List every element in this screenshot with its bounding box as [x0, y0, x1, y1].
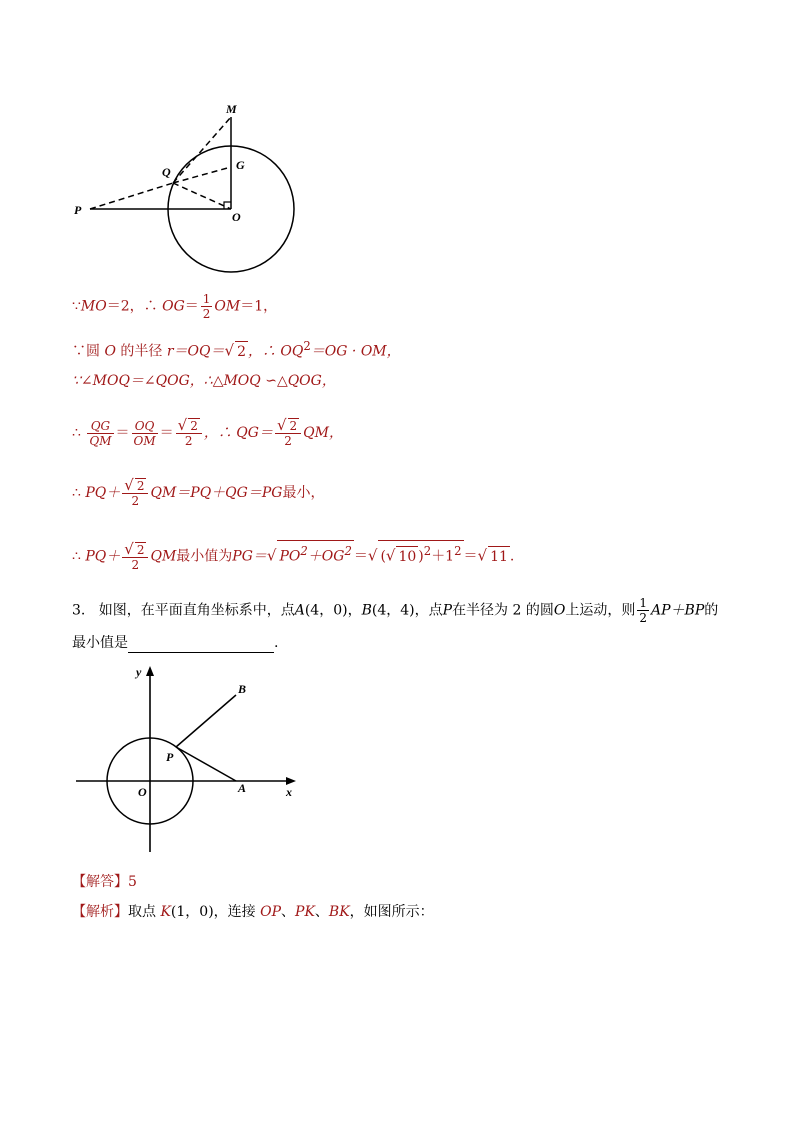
fraction-den: 2 — [639, 611, 647, 625]
text: ，如图所示： — [349, 904, 434, 920]
superscript: 2 — [344, 544, 352, 558]
equals: ＝ — [115, 425, 130, 441]
segment-pa — [176, 747, 236, 781]
because-symbol: ∵ — [72, 298, 81, 315]
separator: 、 — [281, 904, 296, 920]
point-b: B — [361, 602, 372, 619]
text: (4，0)， — [304, 602, 362, 619]
text: PO — [279, 548, 301, 565]
label-b: B — [238, 682, 247, 696]
fraction-num: 2 — [289, 419, 298, 433]
circle-name: O — [553, 602, 566, 619]
fraction-num: 2 — [190, 419, 198, 433]
analysis-line — [72, 902, 434, 922]
figure-1-geometry — [60, 95, 320, 285]
solution-line-5 — [72, 478, 324, 508]
segment-qm-dashed — [173, 117, 231, 183]
text: ＋OG — [307, 548, 345, 565]
fraction-den: 2 — [131, 557, 140, 572]
point-p: P — [442, 602, 453, 619]
paren-close: ) — [418, 548, 424, 565]
sqrt-symbol: √ — [385, 546, 396, 565]
equals: ＝ — [463, 548, 478, 565]
text: ＝2，∴ — [106, 298, 158, 315]
text: ＋1 — [431, 548, 455, 565]
text: 上运动，则 — [565, 602, 636, 619]
text: 取点 — [128, 904, 161, 920]
answer-value: 5 — [128, 874, 137, 890]
sqrt-symbol: √ — [177, 416, 188, 434]
fraction-qg-qm — [87, 419, 113, 448]
point-k: K — [160, 904, 171, 920]
similar-triangles-text: ∵∠MOQ＝∠QOG，∴△MOQ ∽△QOG， — [72, 373, 336, 389]
x-axis-arrow-icon — [286, 777, 296, 785]
segment-pb — [176, 695, 236, 747]
sqrt-po-og — [277, 540, 353, 567]
sqrt-symbol: √ — [266, 546, 277, 565]
solution-line-3 — [72, 371, 336, 391]
fraction-oq-om — [132, 419, 158, 448]
text: PG＝ — [232, 548, 267, 565]
period: . — [509, 548, 515, 565]
sqrt-symbol: √ — [477, 546, 488, 565]
text: (1，0)，连接 — [170, 904, 261, 920]
segment-qo-dashed — [173, 183, 231, 209]
therefore-symbol: ∴ — [72, 425, 81, 441]
problem-3-line-2 — [72, 633, 278, 653]
om-term: OM — [214, 298, 241, 315]
text: 最小值是 — [72, 635, 128, 651]
fraction-num: 2 — [136, 542, 145, 557]
fraction-sqrt2-2 — [275, 418, 301, 448]
sqrt-symbol: √ — [124, 476, 134, 494]
superscript: 2 — [303, 339, 311, 353]
fraction-sqrt2-2 — [122, 539, 148, 572]
sqrt-symbol: √ — [224, 341, 235, 360]
fraction-half — [637, 596, 649, 625]
fraction-den: OM — [133, 433, 156, 448]
solution-line-6 — [72, 540, 514, 572]
label-g: G — [236, 158, 245, 172]
text: ，∴ OQ — [247, 343, 304, 360]
answer-blank — [128, 638, 274, 653]
equals: ＝ — [159, 425, 174, 441]
fraction-num: QG — [87, 419, 113, 434]
sqrt-outer — [378, 540, 463, 567]
segment-op: OP — [260, 904, 282, 920]
text: 如图，在平面直角坐标系中，点 — [98, 602, 295, 619]
superscript: 2 — [423, 544, 432, 558]
analysis-label: 【解析】 — [72, 904, 128, 920]
period: . — [274, 635, 279, 651]
text: QM＝PQ＋QG＝PG — [150, 485, 283, 501]
label-y: y — [136, 665, 142, 679]
text: QM， — [303, 425, 343, 441]
text: 最小值为 — [176, 548, 233, 565]
text: ，∴ QG＝ — [203, 425, 273, 441]
text: (4，4)，点 — [371, 602, 443, 619]
superscript: 2 — [454, 544, 462, 558]
fraction-num: 2 — [136, 479, 145, 493]
label-o: O — [138, 785, 147, 799]
label-a: A — [238, 781, 247, 795]
fraction-num: 1 — [639, 596, 647, 610]
superscript: 2 — [300, 544, 308, 558]
segment-pq-dashed — [90, 183, 173, 209]
text: PQ＋ — [85, 485, 121, 501]
problem-3-line-1 — [72, 596, 718, 625]
segment-bk: BK — [328, 904, 350, 920]
sqrt-symbol: √ — [367, 546, 378, 565]
expression: AP＋BP — [651, 602, 705, 619]
label-p: P — [74, 203, 82, 217]
fraction-den: QM — [89, 433, 112, 448]
label-q: Q — [162, 165, 171, 179]
figure-2-coordinate-plane — [70, 660, 310, 860]
sqrt-symbol: √ — [124, 539, 134, 558]
y-axis-arrow-icon — [146, 666, 154, 676]
text: ＝1， — [240, 298, 278, 315]
equals: ＝ — [353, 548, 368, 565]
text: QM — [150, 548, 177, 565]
radius-expr: r＝OQ＝ — [166, 343, 225, 360]
fraction-den: 2 — [202, 307, 211, 321]
therefore-symbol: ∴ — [72, 548, 86, 565]
label-m: M — [226, 102, 237, 116]
fraction-sqrt2-2 — [122, 478, 148, 508]
solution-line-4 — [72, 418, 343, 448]
segment-pk: PK — [295, 904, 315, 920]
fraction-den: 2 — [184, 434, 193, 448]
og-term: OG — [162, 298, 185, 315]
separator: 、 — [314, 904, 329, 920]
fraction-num: 1 — [202, 292, 211, 306]
mo-term: MO — [80, 298, 107, 315]
label-o: O — [232, 210, 241, 224]
sqrt-value: 11 — [488, 546, 510, 567]
answer-line — [72, 872, 137, 892]
fraction-den: 2 — [131, 494, 140, 508]
text: 的半径 — [115, 343, 167, 360]
point-a: A — [294, 602, 305, 619]
label-x: x — [286, 785, 292, 799]
circle-name: O — [104, 343, 116, 360]
because-symbol: ∵ — [72, 343, 86, 360]
sqrt-value: 10 — [396, 546, 418, 567]
paren-open: ( — [380, 548, 386, 565]
text: 的 — [704, 602, 719, 619]
equals: ＝ — [184, 298, 199, 315]
fraction-num: OQ — [132, 419, 158, 434]
answer-label: 【解答】 — [72, 874, 128, 890]
therefore-symbol: ∴ — [72, 485, 86, 501]
fraction-sqrt2-2 — [176, 418, 202, 448]
fraction-half — [201, 292, 213, 321]
problem-number: 3. — [72, 602, 86, 619]
solution-line-1 — [72, 292, 277, 321]
text: ＝OG · OM， — [310, 343, 401, 360]
label-p: P — [166, 750, 174, 764]
fraction-den: 2 — [284, 434, 292, 448]
text: 圆 — [86, 343, 105, 360]
text: PQ＋ — [85, 548, 121, 565]
text: 在半径为 2 的圆 — [452, 602, 554, 619]
solution-line-2 — [72, 336, 401, 362]
sqrt-symbol: √ — [276, 416, 287, 434]
text: 最小， — [282, 485, 325, 501]
sqrt-value: 2 — [235, 341, 248, 362]
